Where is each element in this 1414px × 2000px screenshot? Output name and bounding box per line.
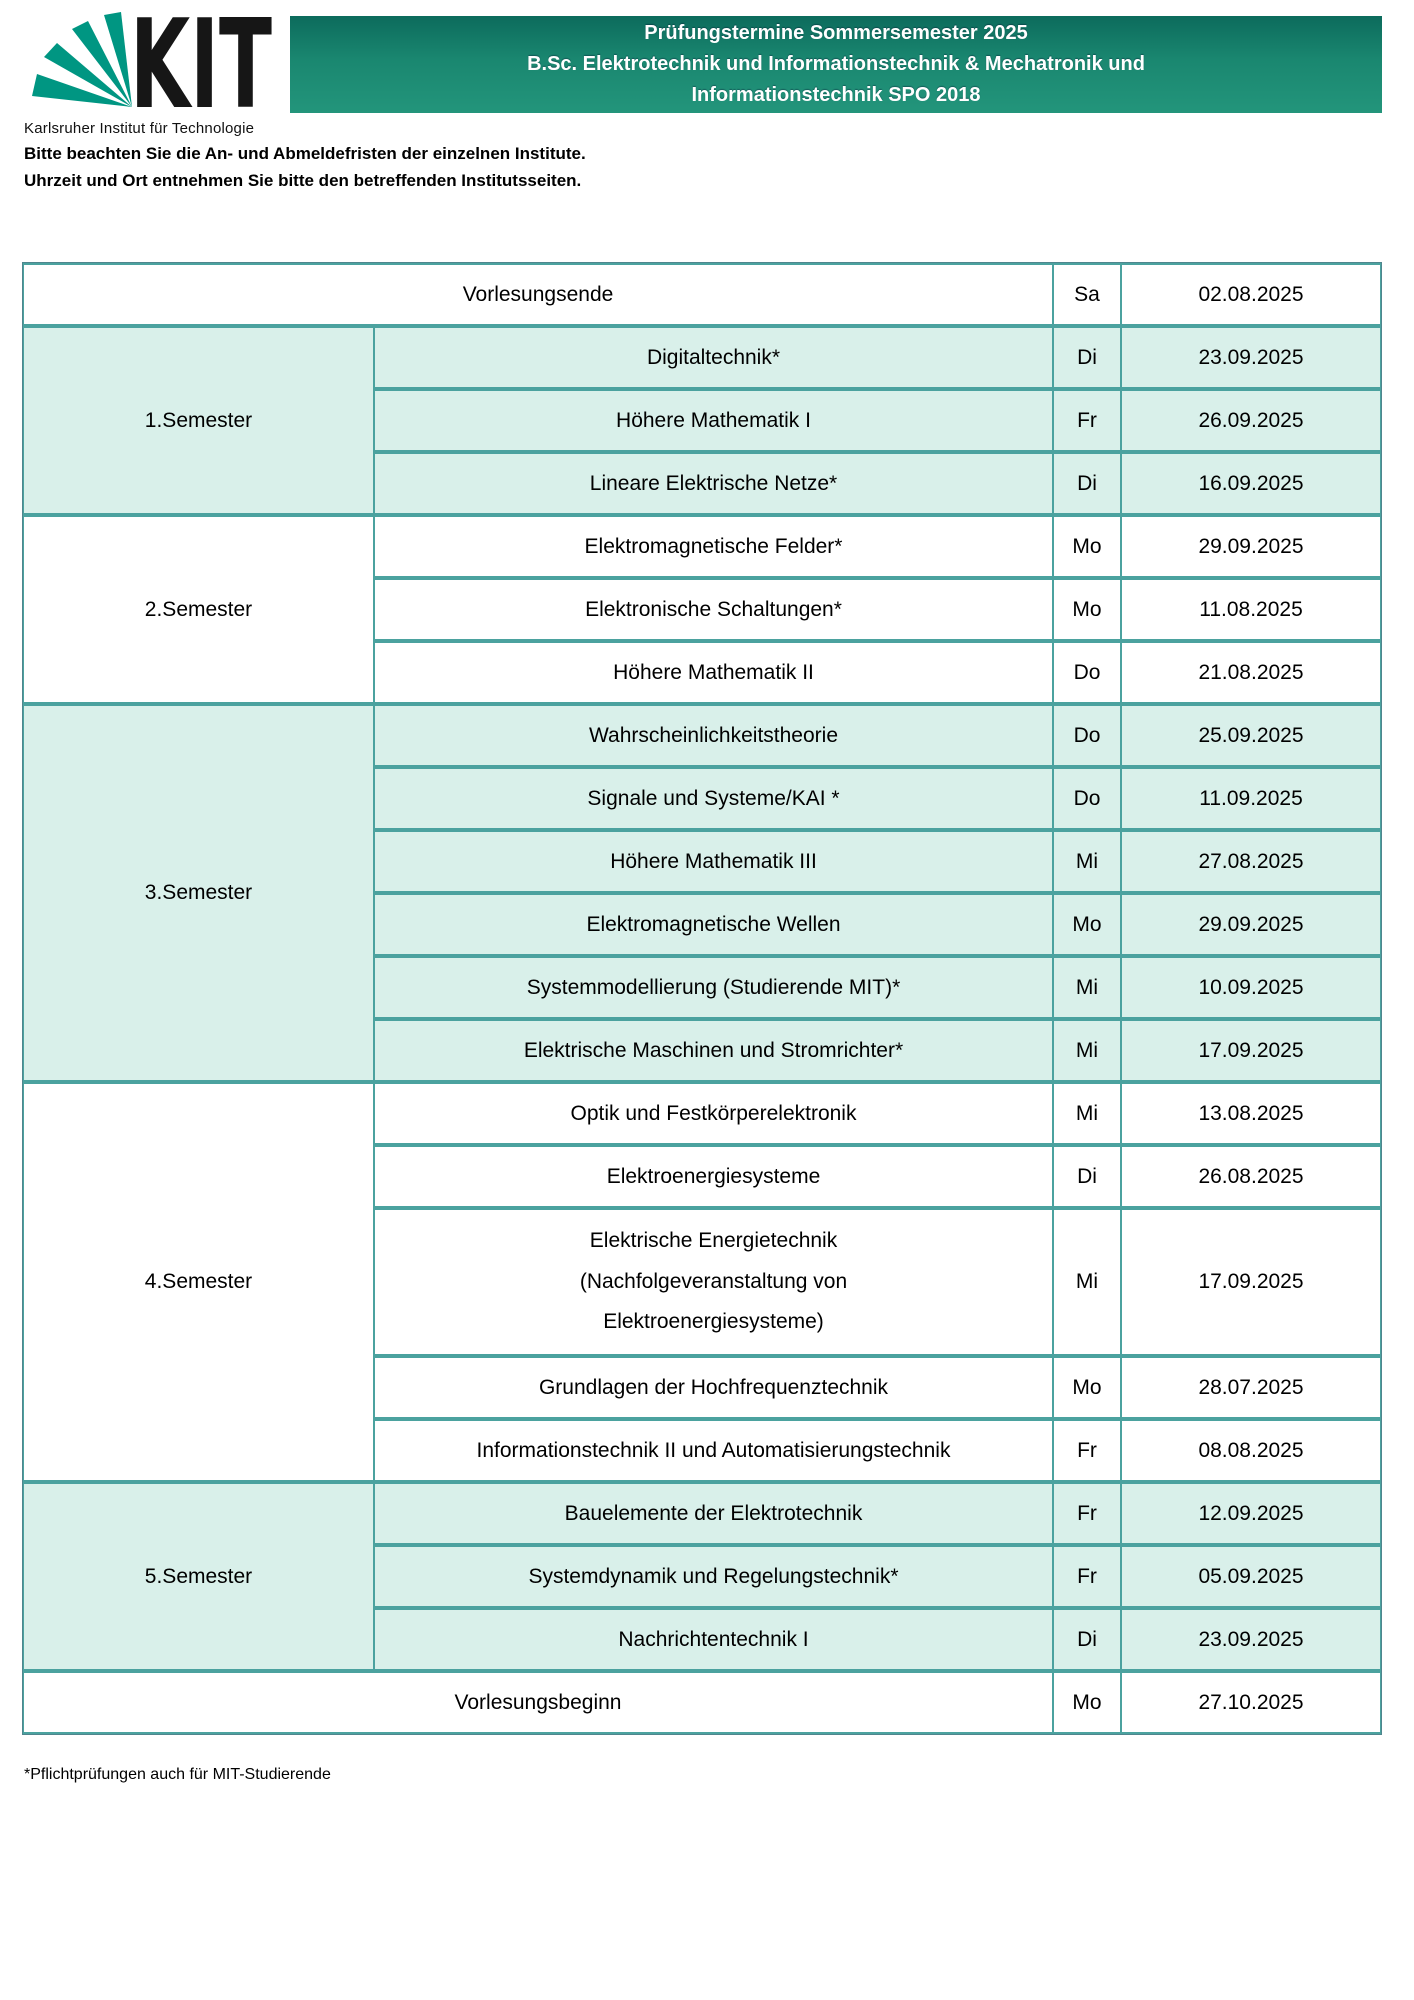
course-cell: Elektromagnetische Felder* xyxy=(374,515,1053,578)
notice-text xyxy=(24,140,586,194)
course-text: Elektrische Energietechnik (Nachfolgeveranstaltung von Elektroenergiesysteme) xyxy=(579,1228,848,1334)
semester-cell: 3.Semester xyxy=(23,704,374,1082)
date-cell: 11.09.2025 xyxy=(1121,767,1381,830)
date-cell: 10.09.2025 xyxy=(1121,956,1381,1019)
date-cell: 26.09.2025 xyxy=(1121,389,1381,452)
date-cell: 12.09.2025 xyxy=(1121,1482,1381,1545)
day-cell: Do xyxy=(1053,704,1121,767)
day-cell: Di xyxy=(1053,452,1121,515)
day-cell: Do xyxy=(1053,641,1121,704)
date-cell: 16.09.2025 xyxy=(1121,452,1381,515)
lecture-end-label: Vorlesungsende xyxy=(23,263,1053,326)
day-cell: Mi xyxy=(1053,1208,1121,1356)
course-cell: Nachrichtentechnik I xyxy=(374,1608,1053,1671)
day-cell: Mo xyxy=(1053,578,1121,641)
day-cell: Mo xyxy=(1053,1671,1121,1734)
day-cell: Mi xyxy=(1053,1082,1121,1145)
course-cell: Elektromagnetische Wellen xyxy=(374,893,1053,956)
semester-cell: 5.Semester xyxy=(23,1482,374,1671)
date-cell: 13.08.2025 xyxy=(1121,1082,1381,1145)
lecture-begin-row xyxy=(23,1671,1381,1734)
date-cell: 26.08.2025 xyxy=(1121,1145,1381,1208)
course-cell: Höhere Mathematik III xyxy=(374,830,1053,893)
course-cell: Lineare Elektrische Netze* xyxy=(374,452,1053,515)
footnote: *Pflichtprüfungen auch für MIT-Studierende xyxy=(24,1766,331,1783)
day-cell: Mi xyxy=(1053,1019,1121,1082)
banner-line-3: Informationstechnik SPO 2018 xyxy=(691,84,981,106)
date-cell: 02.08.2025 xyxy=(1121,263,1381,326)
semester-cell: 4.Semester xyxy=(23,1082,374,1482)
date-cell: 29.09.2025 xyxy=(1121,893,1381,956)
day-cell: Fr xyxy=(1053,1545,1121,1608)
lecture-begin-label: Vorlesungsbeginn xyxy=(23,1671,1053,1734)
date-cell: 05.09.2025 xyxy=(1121,1545,1381,1608)
course-cell: Grundlagen der Hochfrequenztechnik xyxy=(374,1356,1053,1419)
course-cell xyxy=(374,1208,1053,1356)
day-cell: Mo xyxy=(1053,515,1121,578)
date-cell: 28.07.2025 xyxy=(1121,1356,1381,1419)
day-cell: Di xyxy=(1053,326,1121,389)
date-cell: 23.09.2025 xyxy=(1121,326,1381,389)
date-cell: 25.09.2025 xyxy=(1121,704,1381,767)
course-cell: Bauelemente der Elektrotechnik xyxy=(374,1482,1053,1545)
course-cell: Signale und Systeme/KAI * xyxy=(374,767,1053,830)
semester-cell: 2.Semester xyxy=(23,515,374,704)
date-cell: 08.08.2025 xyxy=(1121,1419,1381,1482)
day-cell: Sa xyxy=(1053,263,1121,326)
header-banner xyxy=(290,16,1382,113)
exam-row xyxy=(23,704,1381,767)
course-cell: Elektrische Maschinen und Stromrichter* xyxy=(374,1019,1053,1082)
day-cell: Do xyxy=(1053,767,1121,830)
notice-line-1: Bitte beachten Sie die An- und Abmeldefristen der einzelnen Institute. xyxy=(24,144,586,163)
course-cell: Systemmodellierung (Studierende MIT)* xyxy=(374,956,1053,1019)
date-cell: 27.10.2025 xyxy=(1121,1671,1381,1734)
course-cell: Systemdynamik und Regelungstechnik* xyxy=(374,1545,1053,1608)
day-cell: Mo xyxy=(1053,1356,1121,1419)
date-cell: 23.09.2025 xyxy=(1121,1608,1381,1671)
day-cell: Mi xyxy=(1053,830,1121,893)
banner-line-2: B.Sc. Elektrotechnik und Informationstechnik & Mechatronik und xyxy=(527,53,1145,75)
course-cell: Digitaltechnik* xyxy=(374,326,1053,389)
day-cell: Fr xyxy=(1053,1419,1121,1482)
course-cell: Optik und Festkörperelektronik xyxy=(374,1082,1053,1145)
course-cell: Höhere Mathematik I xyxy=(374,389,1053,452)
schedule-table-wrap xyxy=(22,262,1382,1735)
kit-wordmark: KIT xyxy=(130,12,273,112)
course-cell: Elektronische Schaltungen* xyxy=(374,578,1053,641)
day-cell: Fr xyxy=(1053,389,1121,452)
course-cell: Elektroenergiesysteme xyxy=(374,1145,1053,1208)
course-cell: Informationstechnik II und Automatisierungstechnik xyxy=(374,1419,1053,1482)
lecture-end-row xyxy=(23,263,1381,326)
date-cell: 17.09.2025 xyxy=(1121,1208,1381,1356)
notice-line-2: Uhrzeit und Ort entnehmen Sie bitte den betreffenden Institutsseiten. xyxy=(24,171,582,190)
date-cell: 27.08.2025 xyxy=(1121,830,1381,893)
kit-logo-caption: Karlsruher Institut für Technologie xyxy=(24,120,255,137)
day-cell: Di xyxy=(1053,1608,1121,1671)
exam-row xyxy=(23,515,1381,578)
day-cell: Mo xyxy=(1053,893,1121,956)
day-cell: Di xyxy=(1053,1145,1121,1208)
day-cell: Mi xyxy=(1053,956,1121,1019)
kit-logo xyxy=(24,12,280,137)
exam-row xyxy=(23,326,1381,389)
course-cell: Wahrscheinlichkeitstheorie xyxy=(374,704,1053,767)
semester-cell: 1.Semester xyxy=(23,326,374,515)
exam-row xyxy=(23,1482,1381,1545)
date-cell: 17.09.2025 xyxy=(1121,1019,1381,1082)
course-cell: Höhere Mathematik II xyxy=(374,641,1053,704)
schedule-table xyxy=(23,263,1381,1734)
banner-line-1: Prüfungstermine Sommersemester 2025 xyxy=(644,22,1028,44)
exam-row xyxy=(23,1082,1381,1145)
kit-logo-icon xyxy=(24,12,274,112)
date-cell: 21.08.2025 xyxy=(1121,641,1381,704)
date-cell: 11.08.2025 xyxy=(1121,578,1381,641)
date-cell: 29.09.2025 xyxy=(1121,515,1381,578)
day-cell: Fr xyxy=(1053,1482,1121,1545)
